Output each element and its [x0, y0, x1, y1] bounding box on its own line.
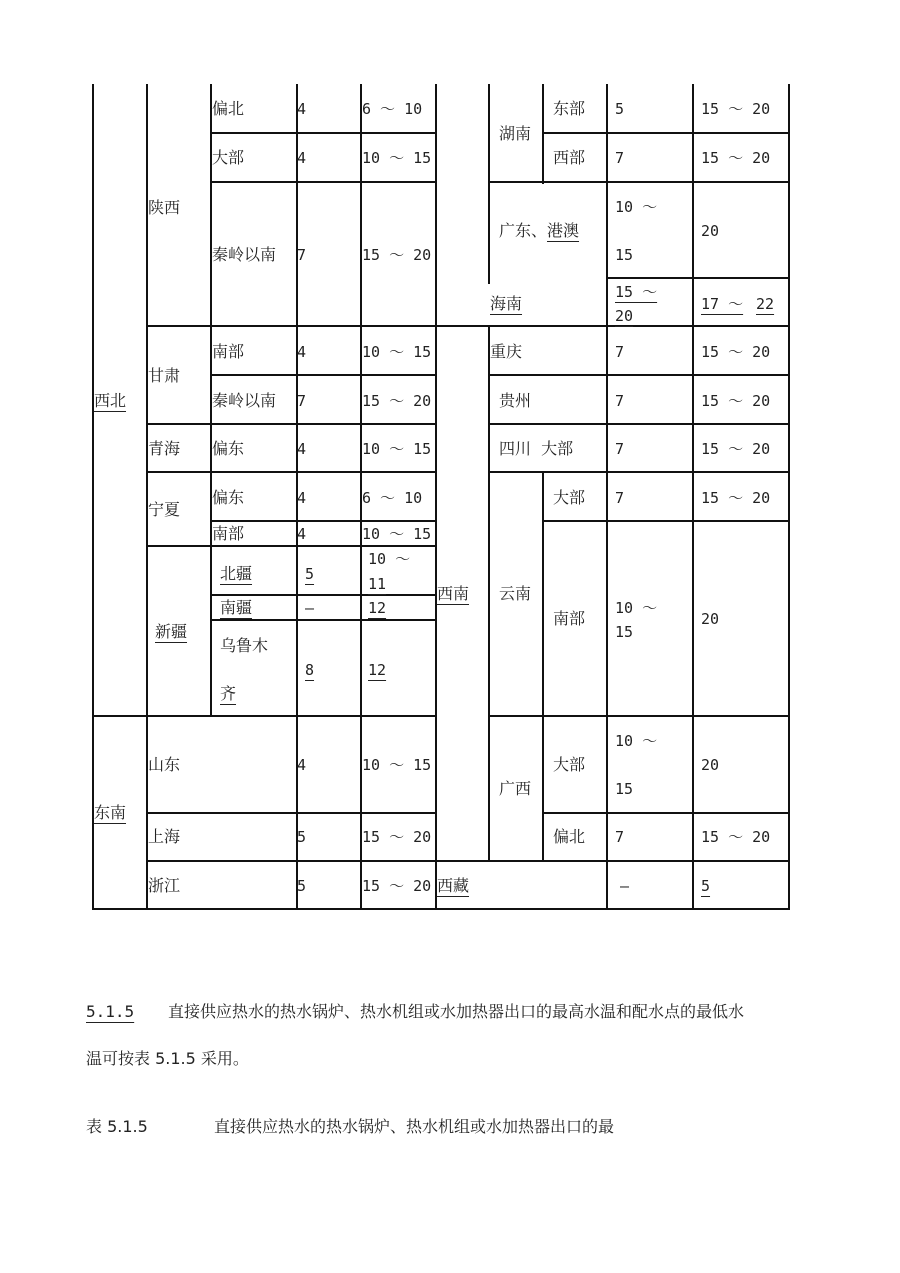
table-cell: 南部 — [553, 609, 586, 628]
table-cell: 17 ～ — [701, 295, 744, 313]
province-cell: 海南 — [490, 294, 523, 313]
table-cell: 20 — [701, 610, 720, 628]
zone-cell: 西北 — [94, 391, 127, 410]
table-cell: 7 — [297, 392, 307, 410]
province-cell: 青海 — [148, 439, 181, 458]
province-cell: 浙江 — [148, 876, 181, 895]
clause-number: 5.1.5 — [86, 1002, 135, 1021]
province-cell: 宁夏 — [148, 500, 181, 519]
table-cell: 15 ～ 20 — [362, 392, 432, 410]
table-cell: 4 — [297, 489, 307, 507]
table-cell: 8 — [305, 661, 315, 679]
table-cell: 4 — [297, 149, 307, 167]
province-cell — [499, 219, 579, 243]
table-cell: 南疆 — [220, 598, 253, 617]
table-cell: 偏北 — [553, 827, 586, 846]
table-cell: 4 — [297, 100, 307, 118]
table-cell: 偏东 — [212, 439, 245, 458]
table-cell: 15 ～ 20 — [701, 100, 771, 118]
table-cell: 10 ～ 15 — [362, 343, 432, 361]
table-cell: 7 — [615, 149, 625, 167]
table-cell: 西部 — [553, 148, 586, 167]
table-cell: — — [620, 877, 630, 895]
table-cell: 15 ～ 20 — [701, 440, 771, 458]
table-cell: 南部 — [212, 342, 245, 361]
table-cell: 15 ～ 20 — [362, 246, 432, 264]
table-cell: 5 — [701, 877, 711, 895]
table-cell: 7 — [615, 343, 625, 361]
table-cell: 20 — [615, 307, 634, 325]
table-cell: 12 — [368, 599, 387, 617]
table-cell: 6 ～ 10 — [362, 489, 423, 507]
table-cell: 大部 — [553, 488, 586, 507]
table-cell: 4 — [297, 756, 307, 774]
table-cell: 20 — [701, 756, 720, 774]
province-cell: 重庆 — [490, 342, 523, 361]
province-cell: 云南 — [499, 584, 532, 603]
table-cell: 秦岭以南 — [212, 245, 277, 264]
table-cell: 10 ～ — [615, 599, 658, 617]
table-cell: 7 — [297, 246, 307, 264]
table-cell: 15 ～ 20 — [701, 343, 771, 361]
clause-text: 直接供应热水的热水锅炉、热水机组或水加热器出口的最高水温和配水点的最低水 — [168, 1002, 745, 1021]
table-caption: 直接供应热水的热水锅炉、热水机组或水加热器出口的最 — [214, 1117, 615, 1136]
table-cell: 10 ～ 15 — [362, 149, 432, 167]
table-cell: 秦岭以南 — [212, 391, 277, 410]
table-cell: 大部 — [553, 755, 586, 774]
province-cell: 甘肃 — [148, 366, 181, 385]
table-cell: 10 ～ 15 — [362, 440, 432, 458]
table-cell: 22 — [756, 295, 775, 313]
table-cell: 7 — [615, 828, 625, 846]
table-cell: 10 ～ — [615, 198, 658, 216]
table-cell: 偏东 — [212, 488, 245, 507]
table-cell: 10 ～ 15 — [362, 756, 432, 774]
table-cell: 4 — [297, 440, 307, 458]
table-cell: 6 ～ 10 — [362, 100, 423, 118]
table-cell: 北疆 — [220, 564, 253, 583]
table-cell: 15 — [615, 623, 634, 641]
table-cell: 11 — [368, 575, 387, 593]
table-cell: 东部 — [553, 99, 586, 118]
province-cell: 贵州 — [499, 391, 532, 410]
province-cell: 广西 — [499, 779, 532, 798]
table-cell: 15 — [615, 780, 634, 798]
province-name: 广东、 — [499, 221, 548, 240]
table-cell: 5 — [297, 828, 307, 846]
province-cell: 上海 — [148, 827, 181, 846]
table-caption-label: 表 5.1.5 — [86, 1117, 148, 1136]
table-cell: 5 — [305, 565, 315, 583]
table-cell: 齐 — [220, 684, 237, 703]
table-cell: 15 — [615, 246, 634, 264]
table-cell: 15 ～ 20 — [701, 149, 771, 167]
table-cell: 15 ～ 20 — [362, 828, 432, 846]
table-cell: 10 ～ 15 — [362, 525, 432, 543]
clause-text: 温可按表 5.1.5 采用。 — [86, 1049, 249, 1068]
table-cell: 4 — [297, 343, 307, 361]
table-cell: 15 ～ 20 — [701, 489, 771, 507]
table-cell: 大部 — [212, 148, 245, 167]
province-cell: 山东 — [148, 755, 181, 774]
table-cell: 5 — [297, 877, 307, 895]
table-cell: 15 ～ 20 — [701, 828, 771, 846]
zone-cell: 西南 — [437, 584, 470, 603]
table-cell: 10 ～ — [615, 732, 658, 750]
table-cell: 偏北 — [212, 99, 245, 118]
table-cell: 7 — [615, 440, 625, 458]
table-cell: 5 — [615, 100, 625, 118]
province-cell: 西藏 — [437, 876, 470, 895]
table-cell: 乌鲁木 — [220, 636, 269, 655]
table-cell: 15 ～ — [615, 283, 658, 301]
table-cell: 20 — [701, 222, 720, 240]
province-cell: 陕西 — [148, 198, 181, 217]
table-cell: 10 ～ — [368, 550, 411, 568]
table-cell: 7 — [615, 392, 625, 410]
table-cell: 7 — [615, 489, 625, 507]
table-cell: 4 — [297, 525, 307, 543]
table-cell: 15 ～ 20 — [362, 877, 432, 895]
table-cell: — — [305, 599, 315, 617]
zone-cell: 东南 — [94, 803, 127, 822]
table-cell: 15 ～ 20 — [701, 392, 771, 410]
province-cell: 新疆 — [155, 622, 188, 641]
province-name: 港澳 — [547, 221, 580, 240]
table-cell: 南部 — [212, 524, 245, 543]
province-cell: 湖南 — [499, 124, 532, 143]
province-cell: 四川 大部 — [499, 439, 574, 458]
table-cell: 12 — [368, 661, 387, 679]
